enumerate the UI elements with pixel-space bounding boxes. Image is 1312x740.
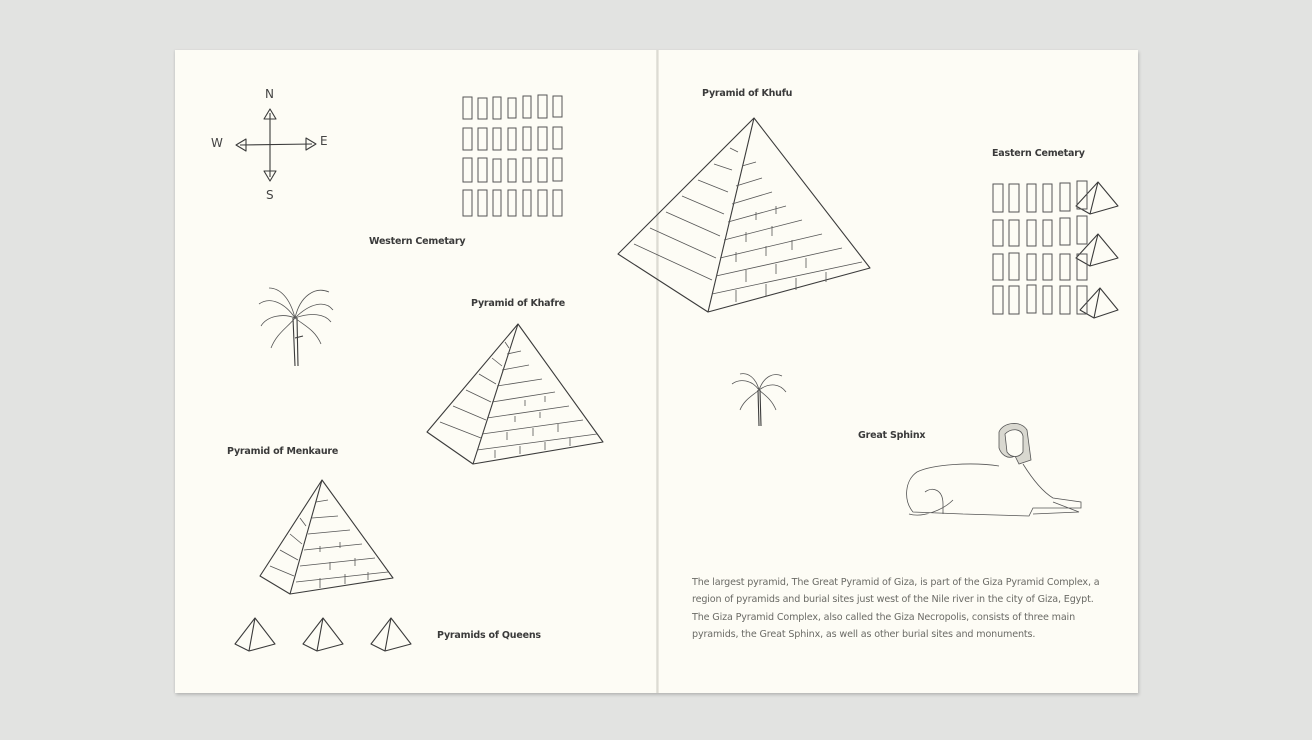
western-cemetery-label: Western Cemetary xyxy=(369,236,466,247)
pyramid-menkaure-label: Pyramid of Menkaure xyxy=(227,446,339,457)
open-booklet xyxy=(175,50,1138,693)
compass-west-label: W xyxy=(211,136,223,150)
pyramids-queens-label: Pyramids of Queens xyxy=(437,630,541,641)
pyramid-khafre-label: Pyramid of Khafre xyxy=(471,298,566,309)
pyramid-khafre-icon xyxy=(425,322,605,472)
pyramid-khufu-label: Pyramid of Khufu xyxy=(702,88,793,99)
left-page xyxy=(175,50,657,693)
compass-north-label: N xyxy=(265,87,274,101)
eastern-cemetery-label: Eastern Cemetary xyxy=(992,148,1085,159)
description-paragraph: The largest pyramid, The Great Pyramid of Giza, is part of the Giza Pyramid Complex, a region of pyramids and burial sites just west of the Nile river in the city of Giza, Egypt. The Giza Pyramid Complex, also called the Giza Necropolis, consists of three main pyramids, the Great Sphinx, as well as other burial sites and monuments. xyxy=(692,577,1100,641)
pyramid-menkaure-icon xyxy=(260,478,400,598)
eastern-cemetery-tombs-icon xyxy=(991,178,1101,318)
queens-pyramids-icon xyxy=(235,616,425,656)
palm-tree-icon xyxy=(255,278,345,378)
compass-arrows-icon xyxy=(230,105,330,205)
great-sphinx-label: Great Sphinx xyxy=(858,430,926,441)
great-sphinx-icon xyxy=(903,420,1093,520)
small-palm-tree-icon xyxy=(730,370,790,430)
compass-south-label: S xyxy=(266,188,274,202)
compass-east-label: E xyxy=(320,134,328,148)
pyramid-khufu-icon xyxy=(616,116,876,316)
western-cemetery-tombs-icon xyxy=(461,92,581,222)
right-page xyxy=(658,50,1138,693)
